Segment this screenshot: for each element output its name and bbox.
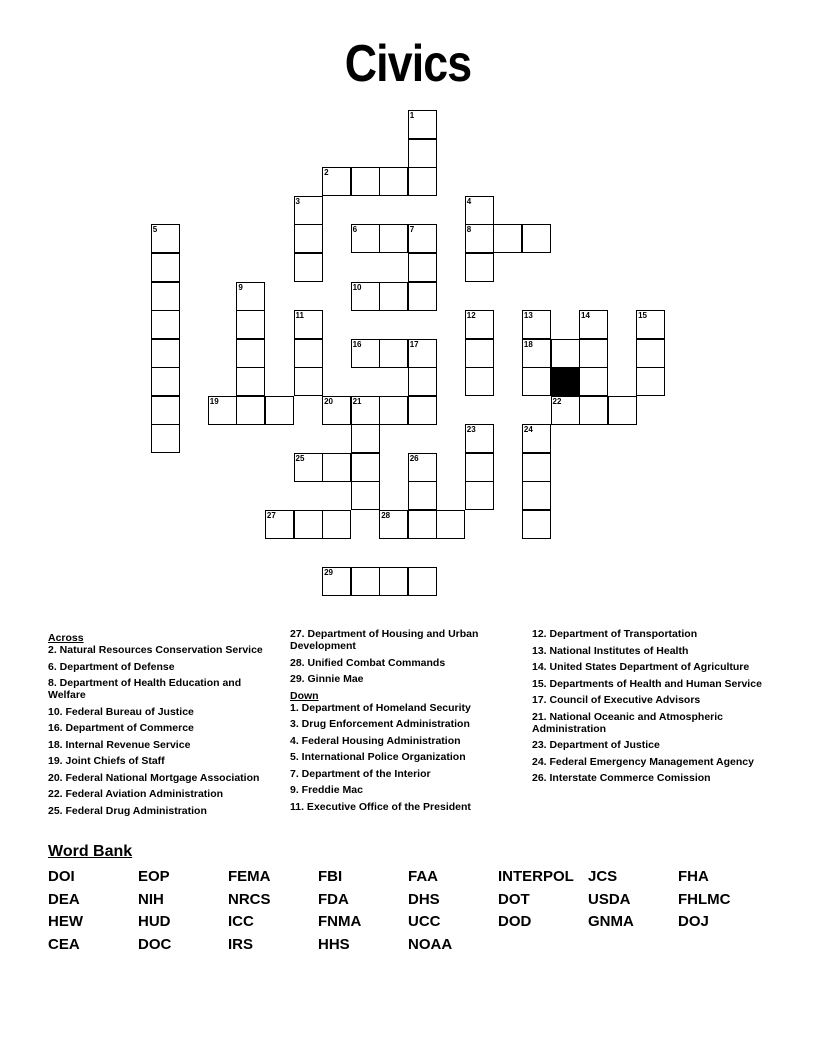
grid-cell[interactable] [408,253,437,282]
grid-cell[interactable] [151,424,180,453]
clue-column-1 [48,628,280,821]
grid-cell[interactable] [608,396,637,425]
clue-down: 12. Department of Transportation [532,628,698,640]
clue-across: 6. Department of Defense [48,660,175,673]
clue-across: 2. Natural Resources Conservation Service [48,644,263,656]
clue-down: 15. Departments of Health and Human Service [532,677,762,690]
word-bank-entry: FAA [408,868,438,885]
grid-cell[interactable] [151,310,180,339]
word-bank-entry: HEW [48,913,83,930]
clue-down: 17. Council of Executive Advisors [532,694,701,706]
word-bank-entry: HUD [138,913,171,930]
clue-number: 5 [152,225,158,235]
clue-number: 3 [295,196,300,206]
clue-across: 22. Federal Aviation Administration [48,788,224,800]
clue-number: 29 [324,568,333,577]
word-bank-entry: FDA [318,891,349,908]
clue-across: 25. Federal Drug Administration [48,804,207,817]
grid-cell[interactable] [236,282,265,311]
word-bank-entry: DOD [498,913,532,930]
clue-across: 29. Ginnie Mae [290,673,364,685]
grid-cell[interactable] [294,310,323,339]
word-bank-entry: UCC [408,913,441,930]
grid-cell[interactable] [265,396,294,425]
clue-number: 23 [466,425,476,435]
clue-number: 26 [409,453,419,463]
clue-number: 19 [209,396,219,406]
clue-number: 27 [266,510,276,520]
word-bank-entry: DOJ [678,913,709,930]
clue-number: 2 [324,168,329,178]
clue-across: 10. Federal Bureau of Justice [48,705,194,718]
grid-cell[interactable] [151,339,180,368]
word-bank-entry: HHS [318,936,350,953]
grid-cell[interactable] [379,167,408,196]
grid-cell[interactable] [351,396,380,425]
word-bank-entry: FEMA [228,868,271,885]
clue-number: 17 [409,339,419,349]
grid-cell[interactable] [522,339,551,368]
grid-cell[interactable] [636,310,665,339]
grid-cell[interactable] [408,453,437,482]
word-bank-entry: DHS [408,891,440,908]
grid-cell[interactable] [465,339,494,368]
word-bank-entry: DOI [48,868,75,885]
word-bank-entry: DOT [498,891,530,908]
grid-cell[interactable] [579,339,608,368]
clue-down: 7. Department of the Interior [290,767,431,780]
grid-cell[interactable] [322,510,351,539]
grid-cell[interactable] [151,253,180,282]
grid-cell[interactable] [151,224,180,253]
clue-number: 13 [523,311,533,321]
grid-cell[interactable] [522,424,551,453]
word-bank-entry: JCS [588,868,618,885]
word-bank-title: Word Bank [48,843,133,860]
clue-number: 12 [466,311,476,321]
clue-number: 18 [523,339,533,349]
word-bank-entry: DOC [138,936,172,953]
grid-cell[interactable] [379,567,408,596]
grid-cell[interactable] [322,167,351,196]
clue-number: 16 [352,339,362,349]
grid-cell[interactable] [636,339,665,368]
word-bank-entry: EOP [138,868,170,885]
grid-cell[interactable] [351,567,380,596]
grid-cell[interactable] [294,367,323,396]
word-bank-entry: ICC [228,913,254,930]
grid-cell[interactable] [408,110,437,139]
grid-cell[interactable] [522,367,551,396]
grid-cell[interactable] [408,481,437,510]
word-bank-entry: CEA [48,936,80,953]
grid-cell[interactable] [465,224,494,253]
grid-cell[interactable] [379,339,408,368]
puzzle-title: Civics [344,35,472,93]
across-heading: Across [48,632,84,644]
grid-cell[interactable] [151,282,180,311]
grid-cell[interactable] [522,510,551,539]
clue-across: 19. Joint Chiefs of Staff [48,755,165,767]
clue-number: 10 [352,282,362,292]
clue-number: 15 [638,311,647,321]
grid-cell[interactable] [151,396,180,425]
clue-down: 14. United States Department of Agriculture [532,661,750,673]
clue-number: 6 [352,225,358,235]
clue-number: 20 [324,396,333,406]
clue-number: 8 [466,225,472,235]
clue-number: 11 [295,311,304,321]
clue-across: 16. Department of Commerce [48,722,194,734]
clue-down: 24. Federal Emergency Management Agency [532,755,754,768]
grid-cell[interactable] [351,339,380,368]
grid-cell[interactable] [522,453,551,482]
grid-cell[interactable] [408,367,437,396]
grid-cell[interactable] [408,396,437,425]
grid-cell[interactable] [465,367,494,396]
grid-cell[interactable] [208,396,237,425]
grid-cell[interactable] [493,224,522,253]
clue-down: 3. Drug Enforcement Administration [290,718,470,730]
word-bank-entry: IRS [228,936,254,953]
grid-cell[interactable] [465,453,494,482]
grid-cell[interactable] [465,196,494,225]
grid-cell[interactable] [408,282,437,311]
clue-number: 14 [581,311,590,321]
grid-cell[interactable] [379,282,408,311]
clue-column-2 [290,628,522,817]
grid-cell[interactable] [265,510,294,539]
grid-cell[interactable] [236,396,265,425]
clue-down: 1. Department of Homeland Security [290,701,471,714]
grid-cell[interactable] [408,567,437,596]
clue-across: 8. Department of Health Education and Welfare [48,677,242,701]
clue-down: 21. National Oceanic and Atmospheric Administration [532,710,723,735]
grid-cell[interactable] [294,196,323,225]
grid-cell[interactable] [322,567,351,596]
grid-cell[interactable] [465,253,494,282]
grid-cell[interactable] [294,339,323,368]
clue-down: 11. Executive Office of the President [290,800,471,813]
grid-cell[interactable] [322,396,351,425]
word-bank-entry: INTERPOL [498,868,574,885]
clue-across: 27. Department of Housing and Urban Development [290,628,479,652]
grid-cell[interactable] [636,367,665,396]
grid-cell[interactable] [322,453,351,482]
grid-cell[interactable] [551,396,580,425]
grid-cell[interactable] [465,310,494,339]
grid-cell[interactable] [351,167,380,196]
word-bank-entry: FHLMC [678,891,731,908]
grid-cell[interactable] [294,453,323,482]
grid-cell[interactable] [408,167,437,196]
grid-cell[interactable] [465,424,494,453]
clue-number: 1 [409,111,415,121]
clue-down: 9. Freddie Mac [290,784,363,796]
clue-down: 13. National Institutes of Health [532,644,689,657]
word-bank-entry: FNMA [318,913,362,930]
clue-column-3 [532,628,764,789]
grid-cell[interactable] [465,481,494,510]
grid-cell[interactable] [379,396,408,425]
grid-cell[interactable] [151,367,180,396]
clue-across: 20. Federal National Mortgage Association [48,771,260,784]
grid-cell[interactable] [351,481,380,510]
down-heading: Down [290,689,319,702]
grid-cell[interactable] [579,396,608,425]
clue-number: 28 [381,510,391,520]
clue-down: 5. International Police Organization [290,751,466,763]
grid-cell[interactable] [351,453,380,482]
clue-number: 21 [352,396,362,406]
grid-cell[interactable] [351,424,380,453]
clue-down: 23. Department of Justice [532,739,660,751]
word-bank-entry: DEA [48,891,80,908]
word-bank-entry: NOAA [408,936,453,953]
grid-cell[interactable] [379,510,408,539]
grid-cell[interactable] [351,224,380,253]
clue-number: 22 [552,396,562,406]
grid-cell[interactable] [408,510,437,539]
grid-cell[interactable] [379,224,408,253]
grid-cell[interactable] [551,339,580,368]
grid-cell[interactable] [351,282,380,311]
clue-number: 9 [238,282,243,292]
clue-down: 4. Federal Housing Administration [290,734,461,747]
black-cell [551,367,580,396]
grid-cell[interactable] [408,339,437,368]
clue-number: 4 [466,196,472,206]
grid-cell[interactable] [294,510,323,539]
grid-cell[interactable] [294,253,323,282]
grid-cell[interactable] [236,310,265,339]
word-bank-entry: NRCS [228,891,271,908]
grid-cell[interactable] [579,367,608,396]
grid-cell[interactable] [408,139,437,168]
clue-across: 18. Internal Revenue Service [48,738,191,751]
clue-number: 7 [409,225,415,235]
grid-cell[interactable] [408,224,437,253]
clue-number: 24 [523,425,533,435]
clue-down: 26. Interstate Commerce Comission [532,772,711,784]
word-bank-entry: USDA [588,891,631,908]
word-bank-entry: FHA [678,868,709,885]
grid-cell[interactable] [236,367,265,396]
clue-across: 28. Unified Combat Commands [290,656,446,669]
grid-cell[interactable] [236,339,265,368]
grid-cell[interactable] [522,481,551,510]
grid-cell[interactable] [436,510,465,539]
grid-cell[interactable] [294,224,323,253]
grid-cell[interactable] [579,310,608,339]
word-bank-entry: GNMA [588,913,634,930]
word-bank-entry: NIH [138,891,164,908]
grid-cell[interactable] [522,310,551,339]
grid-cell[interactable] [522,224,551,253]
word-bank-entry: FBI [318,868,343,885]
clue-number: 25 [295,453,305,463]
